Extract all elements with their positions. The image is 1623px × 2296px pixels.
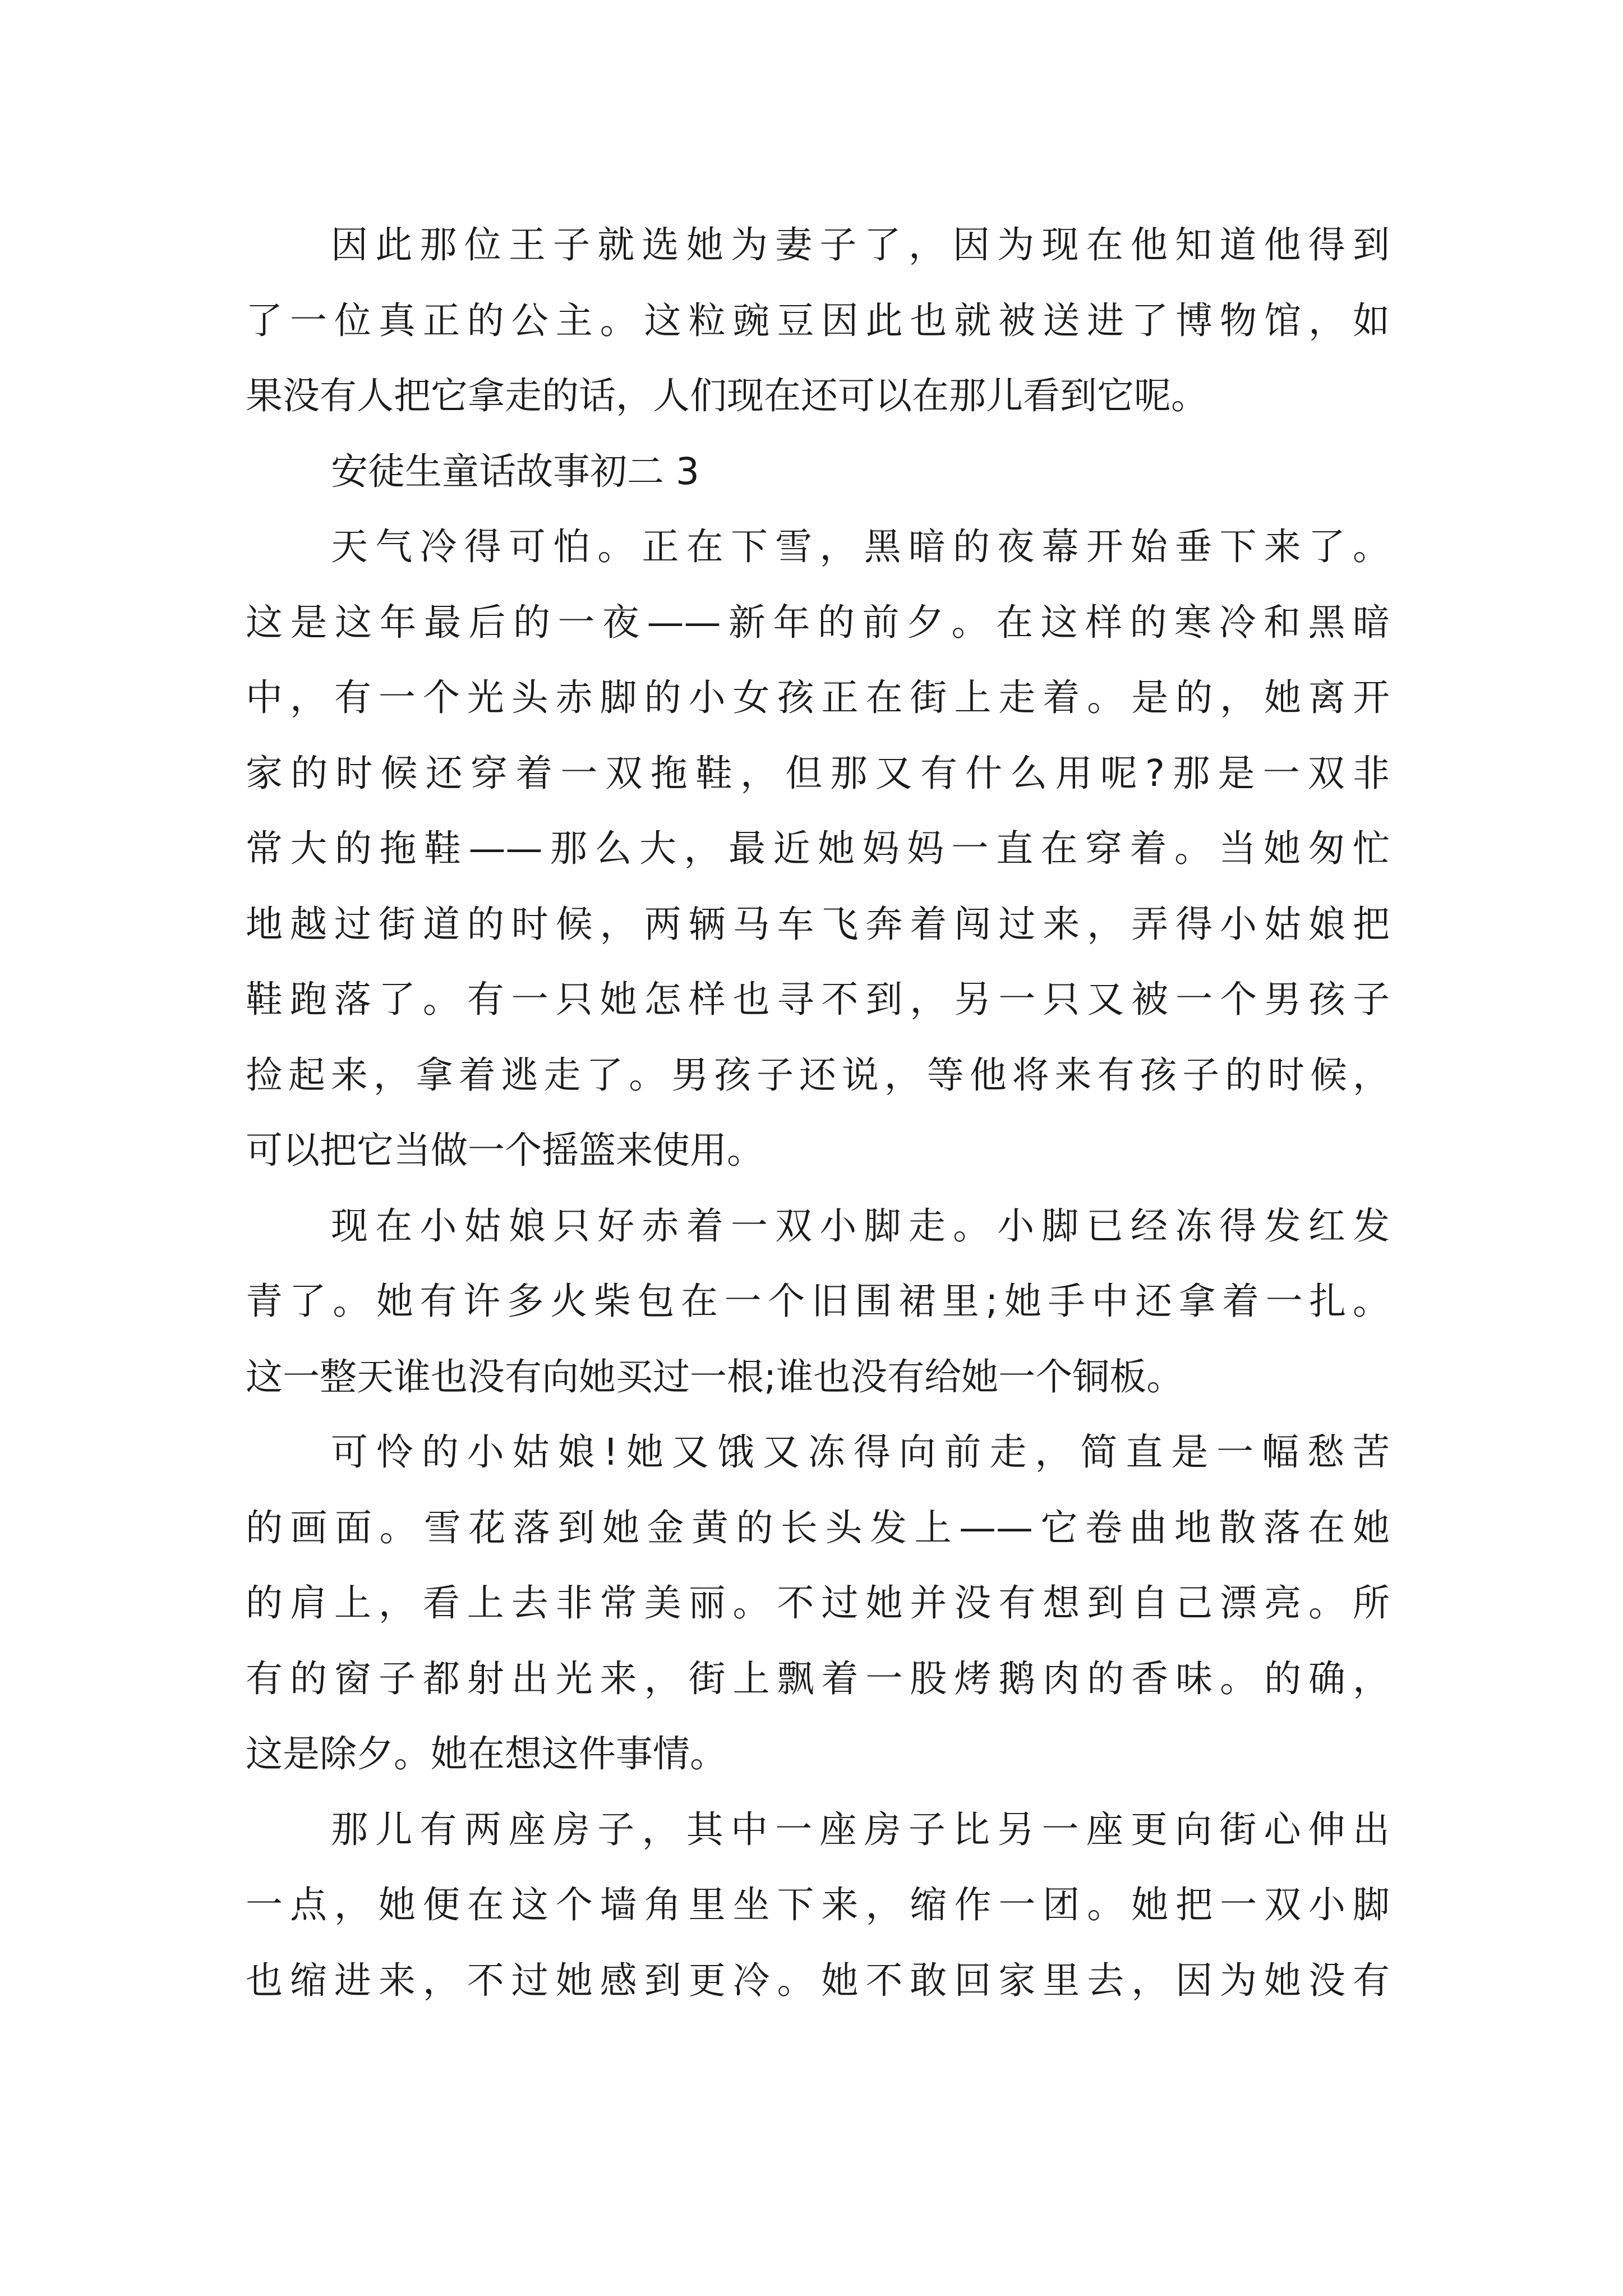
- text-line: 家的时候还穿着一双拖鞋，但那又有什么用呢?那是一双非: [246, 751, 1390, 795]
- text-line: 青了。她有许多火柴包在一个旧围裙里;她手中还拿着一扎。: [246, 1280, 1390, 1323]
- text-line: 现在小姑娘只好赤着一双小脚走。小脚已经冻得发红发: [331, 1204, 1390, 1248]
- text-line: 天气冷得可怕。正在下雪，黑暗的夜幕开始垂下来了。: [331, 525, 1390, 568]
- text-line: 捡起来，拿着逃走了。男孩子还说，等他将来有孩子的时候，: [246, 1053, 1390, 1097]
- text-line: 这一整天谁也没有向她买过一根;谁也没有给她一个铜板。: [246, 1355, 1184, 1398]
- text-line: 那儿有两座房子，其中一座房子比另一座更向街心伸出: [331, 1807, 1390, 1851]
- heading-text: 安徒生童话故事初二 3: [331, 449, 699, 493]
- section-heading: [246, 434, 1390, 510]
- text-line: 可以把它当做一个摇篮来使用。: [246, 1129, 764, 1172]
- text-line: 有的窗子都射出光来，街上飘着一股烤鹅肉的香味。的确，: [246, 1657, 1390, 1700]
- text-line: 中，有一个光头赤脚的小女孩正在街上走着。是的，她离开: [246, 676, 1390, 719]
- paragraph-barefoot: [246, 1189, 1390, 1415]
- text-line: 因此那位王子就选她为妻子了，因为现在他知道他得到: [331, 223, 1390, 266]
- paragraph-poor-girl: [246, 1415, 1390, 1792]
- text-line: 地越过街道的时候，两辆马车飞奔着闯过来，弄得小姑娘把: [246, 902, 1390, 946]
- text-line: 可怜的小姑娘!她又饿又冻得向前走，简直是一幅愁苦: [331, 1430, 1390, 1474]
- text-line: 这是除夕。她在想这件事情。: [246, 1732, 727, 1775]
- text-line: 也缩进来，不过她感到更冷。她不敢回家里去，因为她没有: [246, 1958, 1390, 2002]
- text-line: 一点，她便在这个墙角里坐下来，缩作一团。她把一双小脚: [246, 1883, 1390, 1926]
- text-line: 的肩上，看上去非常美丽。不过她并没有想到自己漂亮。所: [246, 1581, 1390, 1625]
- paragraph-cold-night: [246, 509, 1390, 1189]
- text-line: 了一位真正的公主。这粒豌豆因此也就被送进了博物馆，如: [246, 298, 1390, 342]
- text-line: 这是这年最后的一夜——新年的前夕。在这样的寒冷和黑暗: [246, 600, 1390, 644]
- text-line: 果没有人把它拿走的话，人们现在还可以在那儿看到它呢。: [246, 374, 1208, 417]
- body-text: [246, 208, 1390, 2018]
- paragraph-princess-ending: [246, 208, 1390, 434]
- text-line: 的画面。雪花落到她金黄的长头发上——它卷曲地散落在她: [246, 1506, 1390, 1549]
- paragraph-corner: [246, 1792, 1390, 2019]
- text-line: 常大的拖鞋——那么大，最近她妈妈一直在穿着。当她匆忙: [246, 827, 1390, 870]
- text-line: 鞋跑落了。有一只她怎样也寻不到，另一只又被一个男孩子: [246, 978, 1390, 1021]
